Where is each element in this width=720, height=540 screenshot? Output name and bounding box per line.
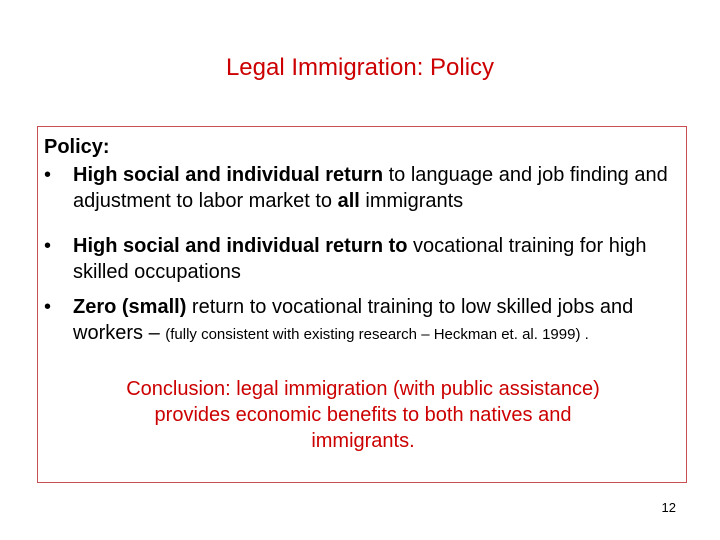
slide-title: Legal Immigration: Policy [225, 54, 495, 81]
bullet-marker: • [44, 235, 52, 257]
bullet-marker: • [44, 164, 52, 186]
conclusion-text [46, 376, 680, 454]
conclusion-line: Conclusion: legal immigration (with public assistance) [126, 378, 600, 400]
bullet-citation-text: (fully consistent with existing research – Heckman et. al. 1999) . [165, 326, 589, 343]
bullet-bold-text: High social and individual return [73, 164, 384, 186]
page-number: 12 [661, 500, 676, 515]
bullet-bold-text: Zero (small) [73, 296, 187, 318]
conclusion-line: immigrants. [311, 430, 415, 452]
bullet-item [44, 233, 679, 285]
bullet-item [44, 294, 679, 348]
bullet-text [73, 233, 679, 285]
bullet-text [73, 294, 679, 348]
bullet-bold-text: all [337, 190, 360, 212]
bullet-text [73, 162, 679, 214]
bullet-body-text: vocational training for high skilled occupations [73, 235, 647, 283]
policy-heading: Policy: [44, 136, 110, 158]
bullet-body-text: immigrants [359, 190, 464, 212]
bullet-marker: • [44, 296, 52, 318]
bullet-bold-text: High social and individual return to [73, 235, 408, 257]
conclusion-line: provides economic benefits to both natives and [154, 404, 572, 426]
bullet-body-text: return to vocational training to low skilled jobs and workers – [73, 296, 634, 344]
bullet-item [44, 162, 679, 214]
bullet-body-text: to language and job finding and adjustment to labor market to [73, 164, 668, 212]
